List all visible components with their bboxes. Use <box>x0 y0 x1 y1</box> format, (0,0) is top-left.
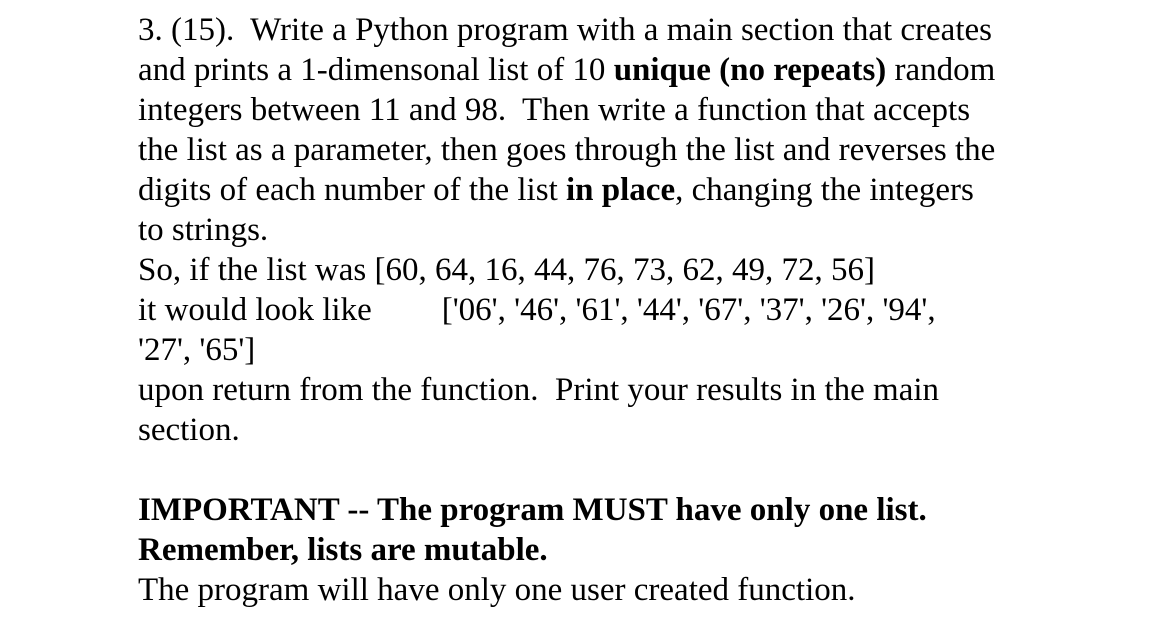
emphasis-unique: unique (no repeats) <box>613 52 887 88</box>
problem-line: integers between 11 and 98. Then write a function that accepts <box>138 92 971 128</box>
problem-text: digits of each number of the list <box>138 172 566 208</box>
problem-line <box>138 50 1148 90</box>
problem-line: 3. (15). Write a Python program with a main section that creates <box>138 12 992 48</box>
problem-document <box>138 10 1148 610</box>
example-label: it would look like <box>138 292 372 328</box>
example-output-continued: '27', '65'] <box>138 332 256 368</box>
important-heading: IMPORTANT -- The program MUST have only one list. <box>138 492 927 528</box>
problem-line: upon return from the function. Print your results in the main <box>138 372 940 408</box>
problem-line: the list as a parameter, then goes through the list and reverses the <box>138 132 996 168</box>
example-output-line <box>138 290 1148 330</box>
problem-text: , changing the integers <box>675 172 974 208</box>
example-input: So, if the list was [60, 64, 16, 44, 76, 73, 62, 49, 72, 56] <box>138 252 875 288</box>
emphasis-in-place: in place <box>566 172 676 208</box>
important-subheading: Remember, lists are mutable. <box>138 532 548 568</box>
important-note: The program will have only one user created function. <box>138 572 856 608</box>
problem-text: and prints a 1-dimensonal list of 10 <box>138 52 614 88</box>
problem-line: to strings. <box>138 212 269 248</box>
problem-line <box>138 170 1148 210</box>
problem-text: random <box>886 52 996 88</box>
blank-line <box>138 450 1148 490</box>
problem-line: section. <box>138 412 240 448</box>
example-output: ['06', '46', '61', '44', '67', '37', '26', '94', <box>441 292 936 328</box>
